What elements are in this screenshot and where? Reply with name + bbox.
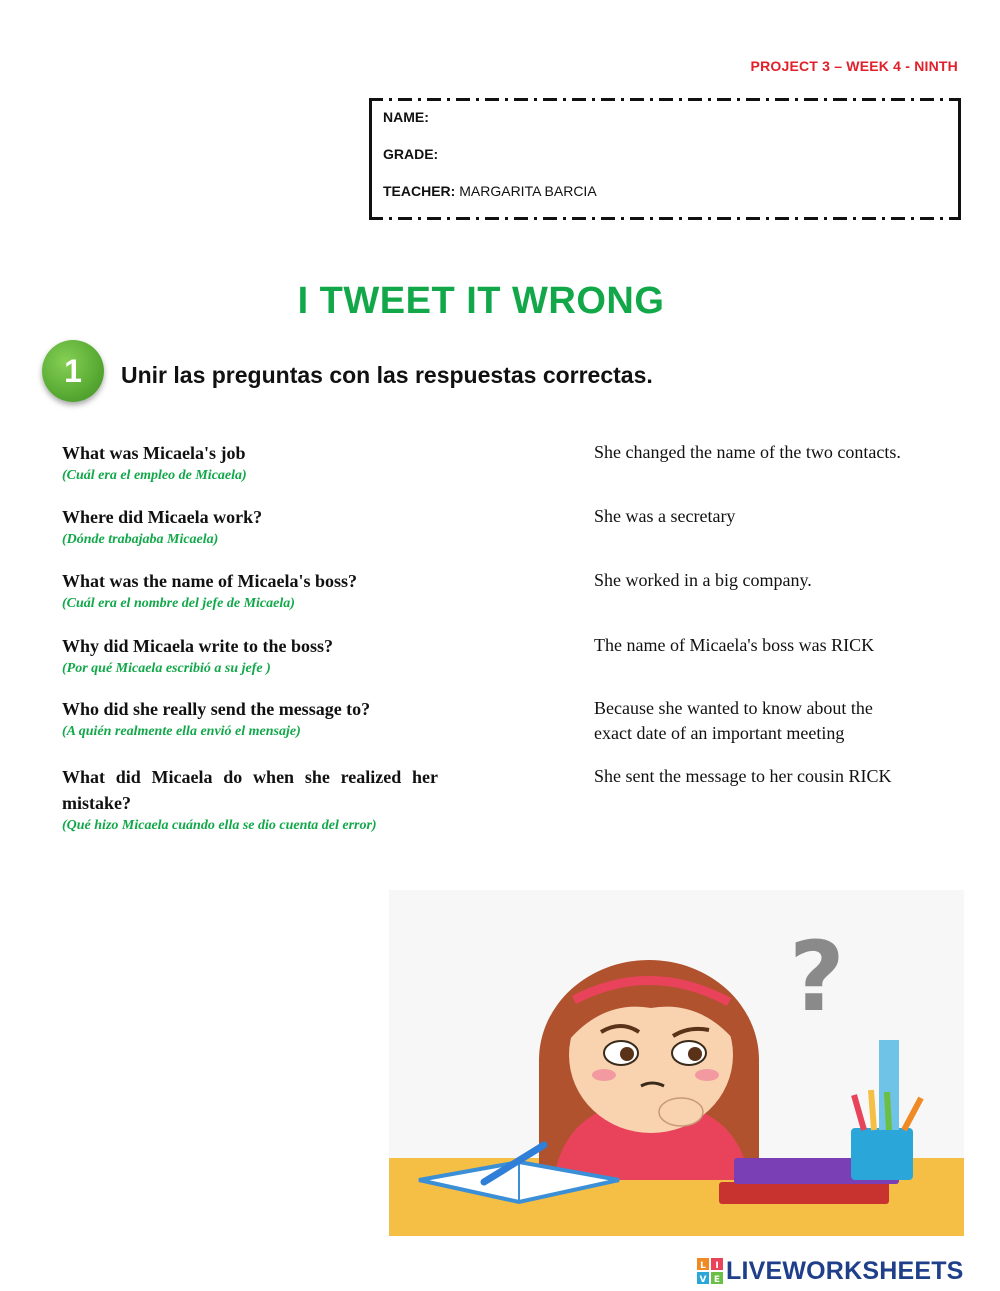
- question-es: (A quién realmente ella envió el mensaje): [62, 724, 301, 739]
- answer-2[interactable]: She was a secretary: [594, 506, 736, 526]
- thinking-girl-studying-illustration: [389, 890, 964, 1236]
- liveworksheets-logo-text: LIVEWORKSHEETS: [726, 1256, 964, 1285]
- liveworksheets-logo: [697, 1257, 964, 1285]
- question-en: Where did Micaela work?: [62, 507, 263, 527]
- answer-5[interactable]: Because she wanted to know about the exact date of an important meeting: [594, 698, 873, 743]
- question-6: [62, 764, 438, 836]
- question-en: What was Micaela's job: [62, 443, 246, 463]
- svg-text:V: V: [699, 1275, 707, 1284]
- question-es: (Cuál era el empleo de Micaela): [62, 468, 247, 483]
- question-en: What was the name of Micaela's boss?: [62, 571, 357, 591]
- question-en: Who did she really send the message to?: [62, 699, 371, 719]
- svg-text:L: L: [700, 1261, 706, 1271]
- teacher-label: TEACHER:: [383, 183, 456, 199]
- grade-row: [383, 146, 438, 162]
- project-label: PROJECT 3 – WEEK 4 - NINTH: [750, 58, 958, 74]
- question-2: [62, 504, 442, 550]
- name-row: [383, 109, 429, 125]
- teacher-name: MARGARITA BARCIA: [459, 183, 597, 199]
- answer-1[interactable]: She changed the name of the two contacts.: [594, 442, 901, 462]
- student-info-box: [369, 98, 961, 220]
- svg-text:I: I: [715, 1261, 719, 1271]
- liveworksheets-badge-icon: [697, 1258, 723, 1284]
- question-en: What did Micaela do when she realized her mistake?: [62, 767, 438, 813]
- exercise-number-badge: 1: [42, 340, 104, 402]
- answer-3[interactable]: She worked in a big company.: [594, 570, 812, 590]
- question-es: (Por qué Micaela escribió a su jefe ): [62, 661, 271, 676]
- question-es: (Cuál era el nombre del jefe de Micaela): [62, 596, 295, 611]
- question-4: [62, 633, 442, 679]
- svg-text:E: E: [713, 1275, 721, 1284]
- grade-label: GRADE:: [383, 146, 439, 162]
- question-5: [62, 696, 442, 742]
- answer-6[interactable]: She sent the message to her cousin RICK: [594, 766, 892, 786]
- question-es: (Dónde trabajaba Micaela): [62, 532, 219, 547]
- question-en: Why did Micaela write to the boss?: [62, 636, 333, 656]
- exercise-instruction: Unir las preguntas con las respuestas correctas.: [121, 362, 653, 388]
- worksheet-title: I TWEET IT WRONG: [297, 280, 665, 322]
- teacher-row: [383, 183, 597, 199]
- question-3: [62, 568, 442, 614]
- answer-4[interactable]: The name of Micaela's boss was RICK: [594, 635, 875, 655]
- question-1: [62, 440, 442, 486]
- name-label: NAME:: [383, 109, 429, 125]
- question-es: (Qué hizo Micaela cuándo ella se dio cuenta del error): [62, 818, 377, 833]
- svg-text:?: ?: [789, 921, 845, 1033]
